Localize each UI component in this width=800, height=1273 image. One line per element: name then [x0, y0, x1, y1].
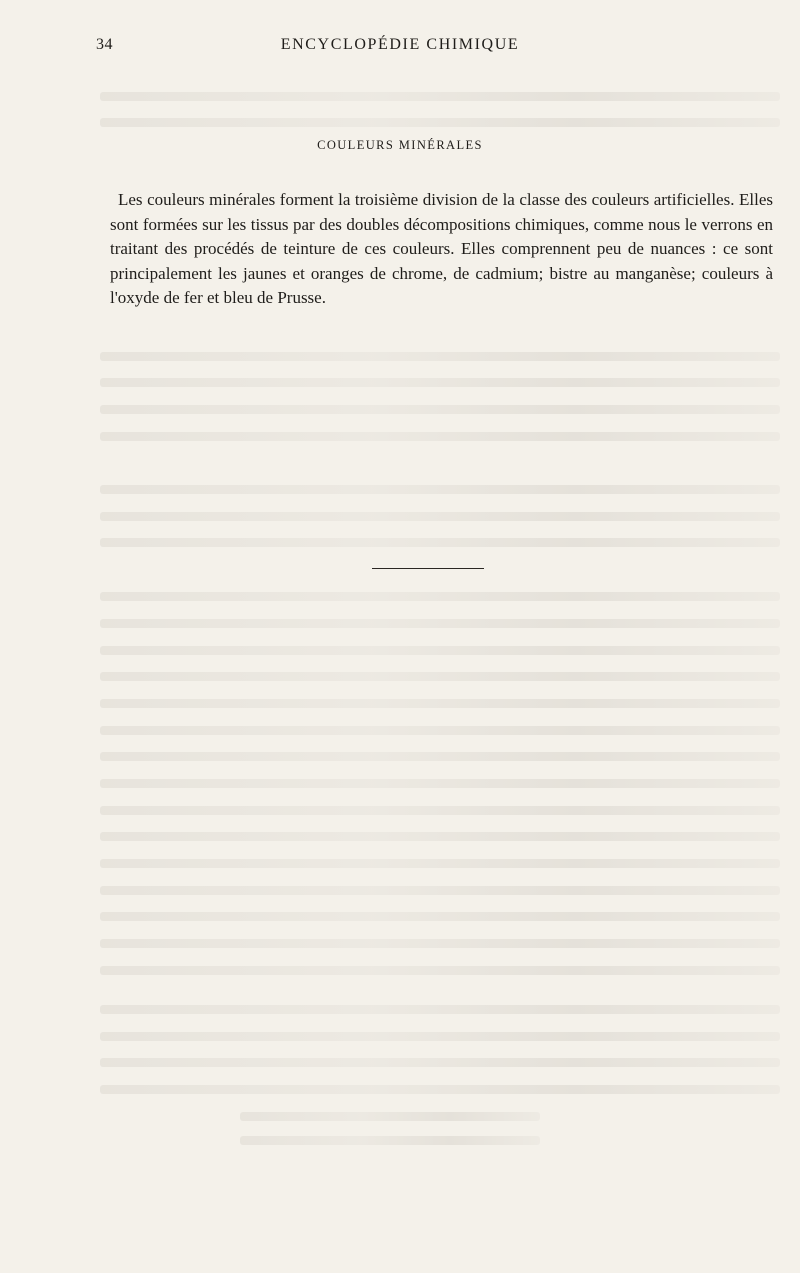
show-through-texture: [100, 806, 780, 815]
show-through-texture: [100, 886, 780, 895]
show-through-texture: [100, 672, 780, 681]
show-through-texture: [100, 352, 780, 361]
show-through-texture: [100, 939, 780, 948]
section-divider: [372, 568, 484, 569]
show-through-texture: [100, 592, 780, 601]
show-through-texture: [100, 1032, 780, 1041]
show-through-texture: [100, 859, 780, 868]
running-header: [0, 36, 800, 60]
show-through-texture: [100, 92, 780, 101]
show-through-texture: [240, 1112, 540, 1121]
show-through-texture: [100, 538, 780, 547]
show-through-texture: [100, 485, 780, 494]
show-through-texture: [100, 432, 780, 441]
show-through-texture: [100, 832, 780, 841]
show-through-texture: [100, 512, 780, 521]
show-through-texture: [100, 1005, 780, 1014]
show-through-texture: [100, 779, 780, 788]
show-through-texture: [100, 1058, 780, 1067]
body-paragraph: Les couleurs minérales forment la troisième division de la classe des couleurs artificielles. Elles sont formées sur les tissus par des doubles décompositions chimiques, comme nous le verrons en traitant des procédés de teinture de ces couleurs. Elles comprennent peu de nuances : ce sont principalement les jaunes et oranges de chrome, de cadmium; bistre au manganèse; couleurs à l'oxyde de fer et bleu de Prusse.: [110, 190, 773, 307]
show-through-texture: [100, 1085, 780, 1094]
show-through-texture: [100, 699, 780, 708]
show-through-texture: [100, 726, 780, 735]
page-number: 34: [96, 36, 113, 53]
section-heading: COULEURS MINÉRALES: [317, 138, 483, 152]
running-title: ENCYCLOPÉDIE CHIMIQUE: [280, 36, 520, 53]
show-through-texture: [100, 405, 780, 414]
show-through-texture: [100, 378, 780, 387]
show-through-texture: [100, 646, 780, 655]
show-through-texture: [100, 966, 780, 975]
show-through-texture: [240, 1136, 540, 1145]
show-through-texture: [100, 619, 780, 628]
show-through-texture: [100, 912, 780, 921]
show-through-texture: [100, 118, 780, 127]
show-through-texture: [100, 752, 780, 761]
